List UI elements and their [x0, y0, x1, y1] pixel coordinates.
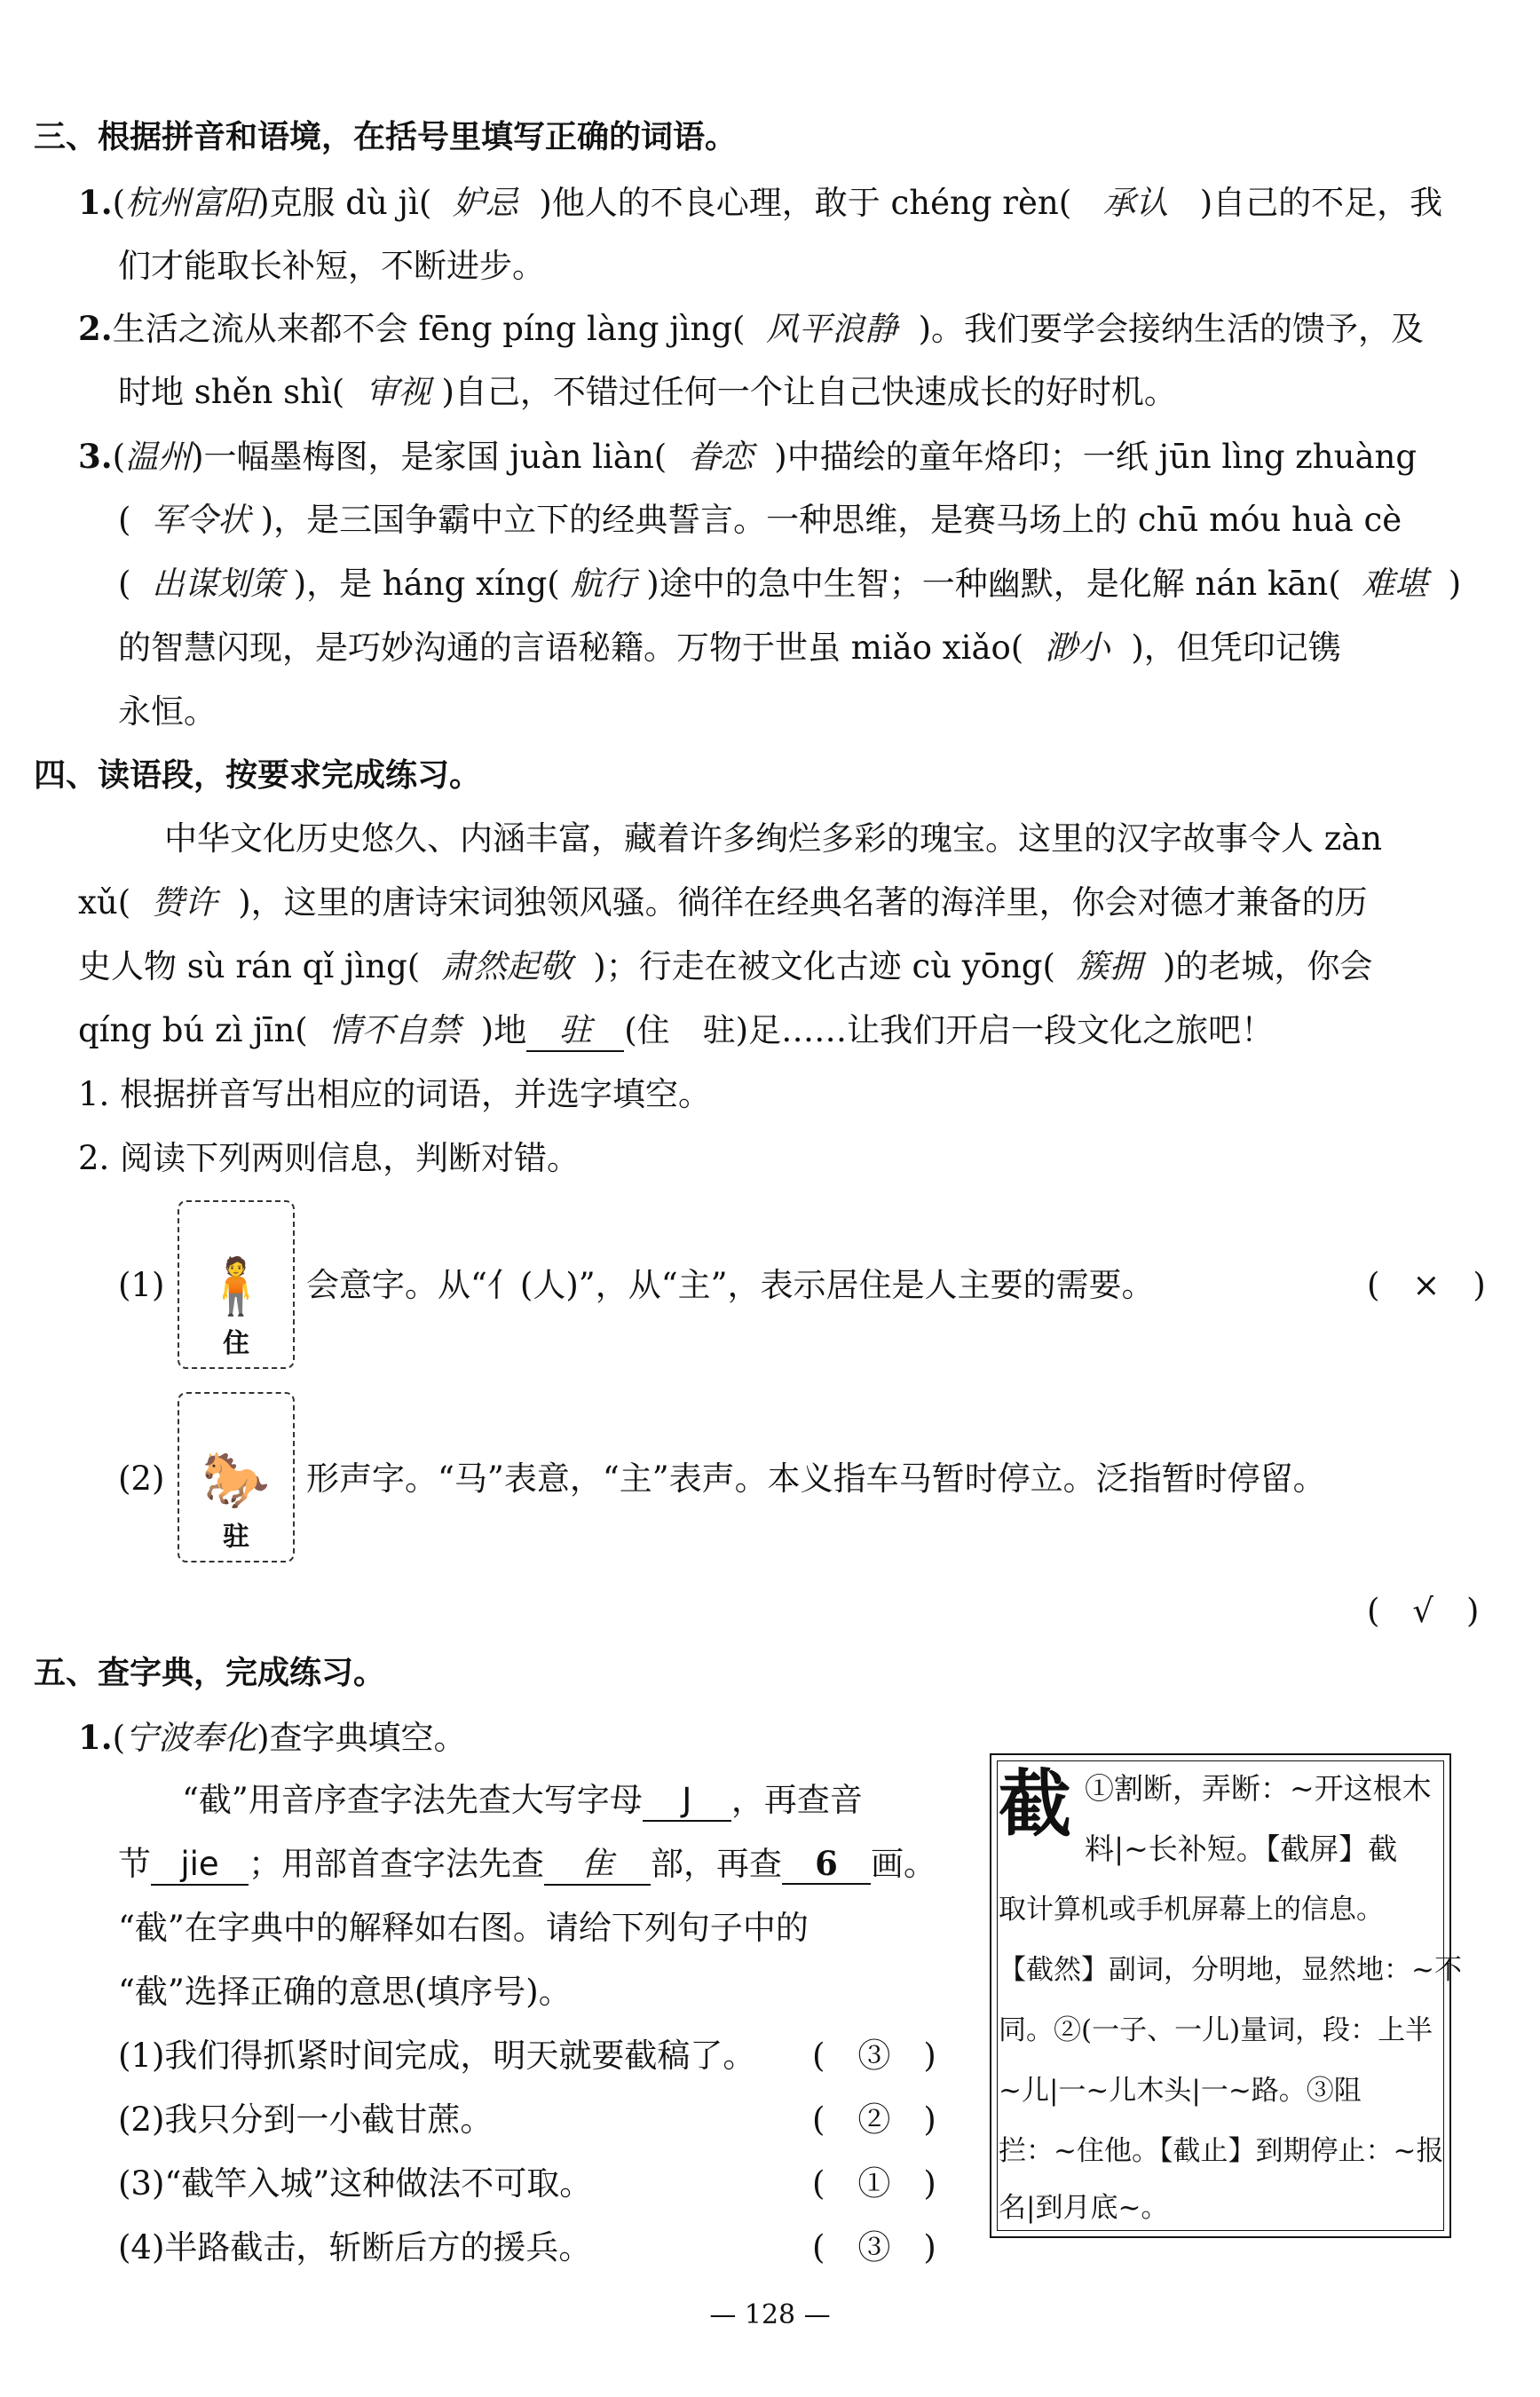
s5-item4-text: (4)半路截击，斩断后方的援兵。	[118, 2228, 592, 2266]
section-5-title: 五、查字典，完成练习。	[34, 1655, 386, 1691]
zhu-pictograph	[178, 1200, 295, 1369]
text: )自己，不错过任何一个让自己快速成长的好时机。	[441, 373, 1177, 411]
blank-answer: J	[643, 1781, 731, 1822]
answer: 簇拥	[1076, 947, 1142, 985]
text: )，但凭印记镌	[1131, 629, 1341, 667]
text: 时地 shěn shì(	[118, 373, 345, 411]
s5-item3-text: (3)“截竿入城”这种做法不可取。	[118, 2164, 593, 2203]
s5-item1-answer: ( ③ )	[812, 2037, 936, 2075]
text: 史人物 sù rán qǐ jìng(	[78, 947, 421, 985]
blank-answer: 驻	[526, 1011, 624, 1052]
person-pillar-icon: 🧍	[201, 1254, 271, 1318]
s3-q1-line1: 1.(杭州富阳)克服 dù jì( 妒忌 )他人的不良心理，敢于 chéng rèn( 承认 )自己的不足，我	[78, 183, 1443, 222]
s4-para-line1: 中华文化历史悠久、内涵丰富，藏着许多绚烂多彩的瑰宝。这里的汉字故事令人 zàn	[164, 819, 1383, 858]
s3-q3-line3	[118, 558, 1461, 611]
source-tag: 温州	[125, 438, 192, 476]
text: )中描绘的童年烙印；一纸 jūn lìng zhuàng	[774, 438, 1418, 476]
text: (	[118, 501, 131, 539]
answer: 情不自禁	[328, 1011, 461, 1049]
s5-item2-answer: ( ② )	[812, 2100, 936, 2139]
s4-q1: 1. 根据拼音写出相应的词语，并选字填空。	[78, 1075, 712, 1113]
q-number: 1.	[78, 1718, 113, 1757]
s3-q3-line2	[118, 494, 1402, 547]
answer: 审视	[365, 373, 431, 411]
text: )	[1448, 565, 1462, 603]
text: )。我们要学会接纳生活的馈予，及	[918, 310, 1424, 348]
s3-q2-line1	[78, 302, 1424, 356]
answer: 肃然起敬	[440, 947, 573, 985]
answer: 航行	[570, 565, 636, 603]
dictionary-line: ~儿|一~儿木头|一~路。③阻	[999, 2075, 1362, 2107]
text: )自己的不足，我	[1199, 184, 1443, 222]
text: )地	[480, 1011, 527, 1049]
s5-item2-text: (2)我只分到一小截甘蔗。	[118, 2100, 494, 2139]
s5-item4-answer: ( ③ )	[812, 2228, 936, 2266]
dictionary-line: 名|到月底~。	[999, 2192, 1169, 2224]
q-number: 2.	[78, 309, 113, 348]
horse-pillar-icon: 🐎	[201, 1447, 271, 1512]
section-4-title: 四、读语段，按要求完成练习。	[34, 757, 482, 794]
text: 查字典填空。	[269, 1719, 467, 1757]
text: qíng bú zì jīn(	[78, 1011, 308, 1049]
s3-q3-line1: 3.(温州)一幅墨梅图，是家国 juàn liàn( 眷恋 )中描绘的童年烙印；一纸 jūn lìng zhuàng	[78, 437, 1418, 476]
answer: 妒忌	[452, 184, 518, 222]
blank-answer: 隹	[544, 1845, 651, 1886]
answer: 赞许	[151, 883, 217, 922]
dictionary-entry-box	[990, 1753, 1462, 2238]
text: )途中的急中生智；一种幽默，是化解 nán kān(	[646, 565, 1341, 603]
text: 生活之流从来都不会 fēng píng làng jìng(	[112, 310, 746, 348]
text: 的智慧闪现，是巧妙沟通的言语秘籍。万物于世虽 miǎo xiǎo(	[118, 629, 1024, 667]
dictionary-line: 【截然】副词，分明地，显然地：~不	[999, 1954, 1462, 1986]
source-tag: 杭州富阳	[125, 184, 257, 222]
text: 部，再查	[651, 1845, 782, 1883]
q-number: 3.	[78, 437, 113, 476]
text: (住 驻)足……让我们开启一段文化之旅吧！	[624, 1011, 1275, 1049]
pictograph-caption: 驻	[223, 1522, 249, 1553]
item2-answer: ( √ )	[1367, 1592, 1480, 1630]
item1-answer: ( × )	[1367, 1266, 1486, 1304]
s5-item3-answer: ( ① )	[812, 2164, 936, 2203]
s5-fill-line3: “截”在字典中的解释如右图。请给下列句子中的	[118, 1909, 809, 1947]
text: )，是 háng xíng(	[293, 565, 560, 603]
text: )，是三国争霸中立下的经典誓言。一种思维，是赛马场上的 chū móu huà cè	[260, 501, 1402, 539]
source-tag: 宁波奉化	[125, 1719, 257, 1757]
text: )的老城，你会	[1162, 947, 1373, 985]
s4-para-line2	[78, 876, 1368, 930]
answer: 出谋划策	[151, 565, 283, 603]
answer: 难堪	[1362, 565, 1428, 603]
s4-para-line4	[78, 1004, 1274, 1057]
item2-number: (2)	[118, 1460, 165, 1498]
item1-number: (1)	[118, 1266, 165, 1304]
text: (	[118, 565, 131, 603]
s5-item1-text: (1)我们得抓紧时间完成，明天就要截稿了。	[118, 2037, 756, 2075]
s3-q3-line5: 永恒。	[118, 692, 217, 731]
dictionary-headword: 截	[999, 1761, 1072, 1847]
s3-q1-line2: 们才能取长补短，不断进步。	[118, 247, 545, 285]
item2-text: 形声字。“马”表意，“主”表声。本义指车马暂时停立。泛指暂时停留。	[306, 1460, 1326, 1498]
answer: 眷恋	[687, 438, 754, 476]
s5-fill-line2	[118, 1838, 936, 1891]
text: ，再查音	[731, 1781, 863, 1819]
section-3-title: 三、根据拼音和语境，在括号里填写正确的词语。	[34, 119, 738, 155]
blank-answer: 6	[782, 1844, 871, 1885]
text: 节	[118, 1845, 151, 1883]
text: )他人的不良心理，敢于 chéng rèn(	[539, 184, 1072, 222]
text: 克服 dù jì(	[269, 184, 432, 222]
text: “截”用音序查字法先查大写字母	[182, 1781, 643, 1819]
dictionary-line: ①割断，弄断：~开这根木	[1085, 1771, 1432, 1806]
s5-fill-line4: “截”选择正确的意思(填序号)。	[118, 1973, 572, 2011]
s3-q2-line2	[118, 366, 1177, 419]
answer: 渺小	[1044, 629, 1110, 667]
item1-text: 会意字。从“亻(人)”，从“主”，表示居住是人主要的需要。	[306, 1266, 1155, 1304]
text: )，这里的唐诗宋词独领风骚。徜徉在经典名著的海洋里，你会对德才兼备的历	[238, 883, 1368, 922]
dictionary-line: 拦：~住他。【截止】到期停止：~报	[999, 2135, 1444, 2167]
zhu-horse-pictograph	[178, 1392, 295, 1562]
text: )；行走在被文化古迹 cù yōng(	[593, 947, 1055, 985]
s4-para-line3	[78, 940, 1372, 993]
answer: 军令状	[151, 501, 250, 539]
text: 一幅墨梅图，是家国 juàn liàn(	[203, 438, 667, 476]
answer: 风平浪静	[766, 310, 898, 348]
text: 画。	[871, 1845, 936, 1883]
text: xǔ(	[78, 883, 131, 922]
pictograph-caption: 住	[223, 1328, 249, 1359]
page-number: — 128 —	[709, 2299, 831, 2330]
s3-q3-line4	[118, 621, 1341, 675]
s5-fill-line1	[182, 1774, 863, 1827]
dictionary-line: 同。②(一子、一儿)量词，段：上半	[999, 2014, 1433, 2046]
q-number: 1.	[78, 183, 113, 222]
text: ；用部首查字法先查	[249, 1845, 544, 1883]
s4-q2: 2. 阅读下列两则信息，判断对错。	[78, 1139, 580, 1177]
s5-q1: 1.(宁波奉化)查字典填空。	[78, 1718, 467, 1757]
dictionary-line: 取计算机或手机屏幕上的信息。	[999, 1894, 1384, 1926]
blank-answer: jie	[151, 1845, 249, 1886]
dictionary-line: 料|~长补短。【截屏】截	[1085, 1831, 1398, 1866]
answer: 承认	[1102, 184, 1169, 222]
